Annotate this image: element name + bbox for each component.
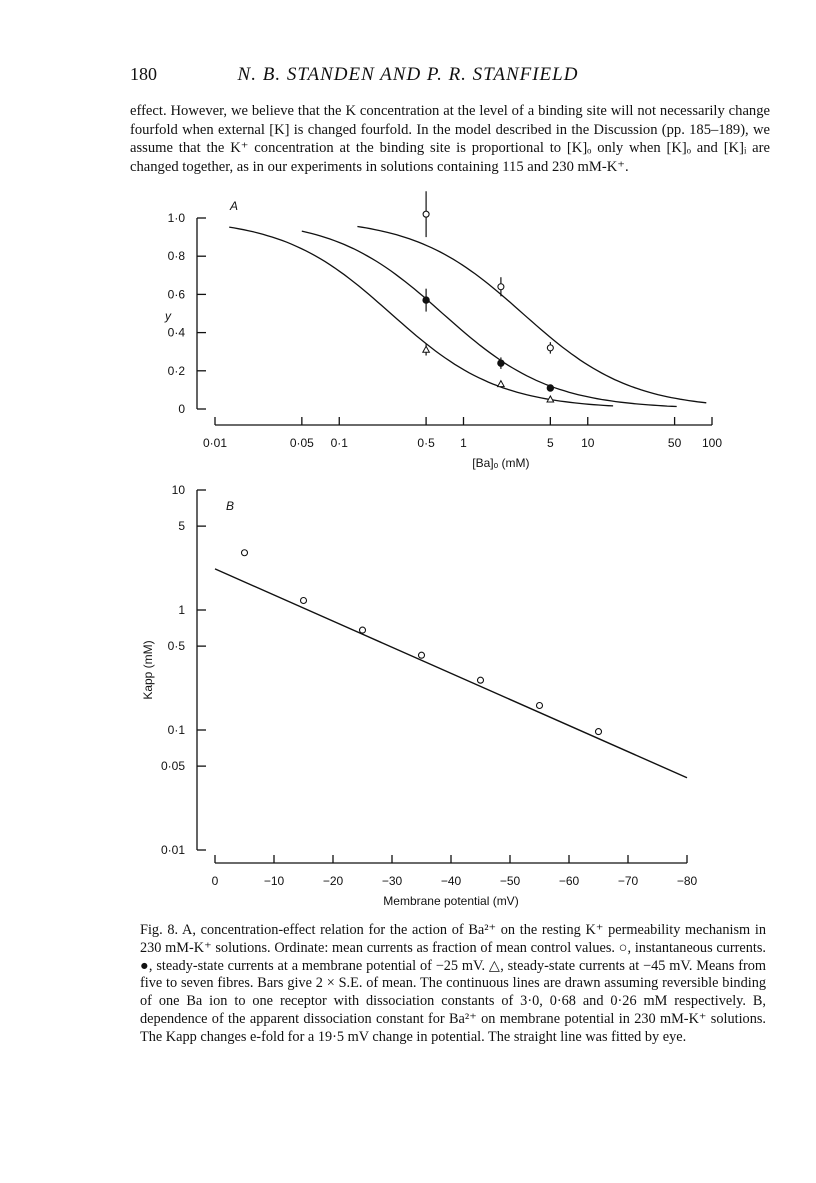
page-number: 180 — [130, 64, 157, 84]
panel-a-x-tick-label: 5 — [547, 436, 554, 450]
panel-a-x-tick-label: 0·1 — [330, 436, 348, 450]
panel-a-fit-curve — [302, 231, 677, 406]
panel-b-y-tick-label: 0·5 — [167, 639, 185, 654]
panel-a-x-tick-label: 0·05 — [289, 436, 314, 450]
panel-b-x-tick-label: −70 — [617, 874, 639, 888]
panel-b-x-tick-label: −60 — [558, 874, 580, 888]
panel-b-data-point — [537, 703, 543, 709]
panel-a-point-instantaneous — [498, 284, 504, 290]
panel-b-x-tick-label: 0 — [211, 874, 219, 888]
panel-b-x-tick-label: −20 — [322, 874, 344, 888]
panel-b-y-tick-label: 5 — [178, 519, 185, 534]
panel-a-fit-curve — [357, 227, 706, 403]
panel-b-y-tick-label: 1 — [178, 603, 185, 617]
panel-b-data-point — [419, 652, 425, 658]
panel-a-y-tick-label: 0·6 — [167, 287, 185, 302]
figure-caption-text: Fig. 8. A, concentration-effect relation for the action of Ba²⁺ on the resting K⁺ permeability mechanism in 230 mM-K⁺ solutions. Ordinate: mean currents as fraction of mean control values. ○, instantaneous currents. ●, steady-state currents at a membrane potential of −25 mV. △, steady-state currents at −45 mV. Means from five to seven fibres. Bars give 2 × S.E. of mean. The continuous lines are drawn assuming reversible binding of one Ba ion to one receptor with dissociation constants of 3·0, 0·68 and 0·26 mM respectively. B, dependence of the apparent dissociation constant for Ba²⁺ on membrane potential in 230 mM-K⁺ solutions. The Kapp changes e-fold for a 19·5 mV change in potential. The straight line was fitted by eye. — [140, 922, 766, 1045]
panel-a-fit-curve — [229, 227, 613, 406]
figure-caption — [140, 922, 766, 1047]
panel-b-x-tick-label: −10 — [263, 874, 285, 888]
panel-a-point-steady-25mv — [547, 385, 553, 391]
panel-b-label: B — [226, 499, 235, 513]
panel-a-y-tick-label: 0·4 — [167, 325, 185, 340]
panel-b-x-tick-label: −80 — [676, 874, 698, 888]
panel-b-y-tick-label: 10 — [171, 483, 185, 497]
panel-a-point-steady-25mv — [498, 360, 504, 366]
panel-a-x-tick-label: 50 — [667, 436, 682, 450]
panel-a-y-axis-label: y — [165, 309, 171, 323]
panel-b-kapp-vs-potential-plot — [141, 483, 698, 908]
panel-b-data-point — [360, 627, 366, 633]
panel-a-y-tick-label: 1·0 — [167, 211, 185, 225]
panel-b-y-tick-label: 0·01 — [160, 843, 185, 857]
panel-b-x-tick-label: −30 — [381, 874, 403, 888]
running-head: N. B. STANDEN AND P. R. STANFIELD — [237, 64, 579, 85]
panel-a-y-tick-label: 0 — [178, 402, 185, 416]
panel-b-data-point — [478, 677, 484, 683]
panel-a-label: A — [230, 199, 239, 213]
panel-a-y-tick-label: 0·8 — [167, 249, 185, 264]
panel-b-y-tick-label: 0·1 — [167, 723, 185, 737]
panel-b-y-tick-label: 0·05 — [160, 759, 185, 774]
panel-b-fit-line — [215, 569, 687, 778]
panel-b-data-point — [596, 729, 602, 735]
panel-a-x-axis-label: [Ba]ₒ (mM) — [472, 456, 530, 470]
panel-b-x-axis-label: Membrane potential (mV) — [383, 894, 519, 908]
panel-a-concentration-effect-plot — [164, 191, 722, 470]
panel-a-point-instantaneous — [547, 345, 553, 351]
panel-a-x-tick-label: 0·01 — [202, 436, 228, 450]
panel-a-y-tick-label: 0·2 — [167, 363, 185, 378]
panel-a-x-tick-label: 1 — [460, 436, 467, 450]
panel-b-data-point — [301, 597, 307, 603]
panel-a-point-instantaneous — [423, 211, 429, 217]
panel-b-x-tick-label: −50 — [499, 874, 521, 888]
body-paragraph-text: effect. However, we believe that the K concentration at the level of a binding site will not necessarily change fourfold when external [K] is changed fourfold. In the model described in the Discussion (pp. 185–189), we assume that the K⁺ concentration at the binding site is proportional to [K]ₒ only when [K]ₒ and [K]ᵢ are changed together, as in our experiments in solutions containing 115 and 230 mM-K⁺. — [130, 103, 770, 175]
panel-a-x-tick-label: 0·5 — [417, 436, 435, 450]
panel-a-point-steady-45mv — [423, 346, 430, 352]
panel-a-x-tick-label: 10 — [581, 436, 595, 450]
panel-a-point-steady-45mv — [498, 381, 505, 387]
panel-b-y-axis-label: Kapp (mM) — [141, 640, 155, 700]
panel-a-point-steady-25mv — [423, 297, 429, 303]
panel-b-data-point — [242, 550, 248, 556]
panel-b-x-tick-label: −40 — [440, 874, 462, 888]
panel-a-x-tick-label: 100 — [701, 436, 723, 450]
